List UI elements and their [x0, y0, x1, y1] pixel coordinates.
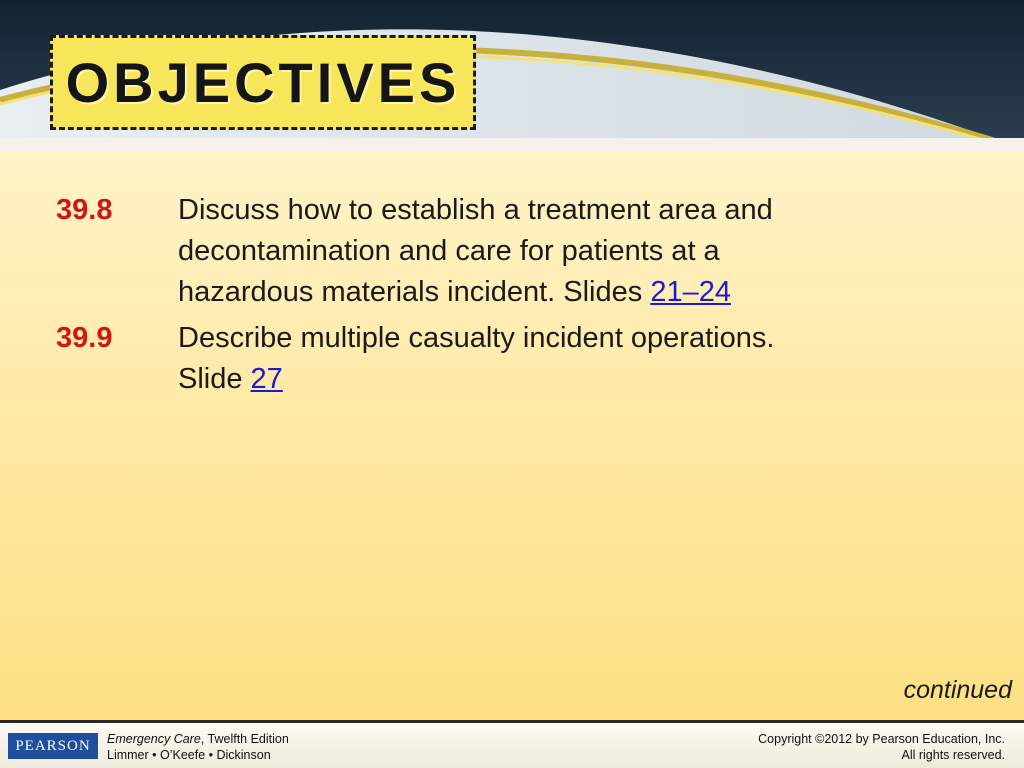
slide-title: OBJECTIVES: [65, 51, 461, 114]
book-authors: Limmer • O’Keefe • Dickinson: [107, 748, 271, 762]
slides-link[interactable]: 21–24: [650, 276, 731, 308]
objective-line-text: Slide: [178, 363, 251, 395]
objective-line: Describe multiple casualty incident operations.: [178, 322, 775, 354]
pearson-logo: PEARSON: [8, 733, 98, 759]
book-title-line: [107, 731, 289, 747]
book-title: Emergency Care: [107, 732, 201, 746]
rights-text: All rights reserved.: [901, 748, 1005, 762]
objective-number: 39.9: [56, 322, 113, 354]
objective-text: [178, 318, 898, 400]
objective-text: [178, 190, 898, 313]
objective-number: 39.8: [56, 194, 113, 226]
title-box: [50, 35, 476, 130]
objective-line: [178, 359, 898, 400]
slide-footer: [0, 720, 1024, 768]
objective-line: decontamination and care for patients at a: [178, 235, 720, 267]
book-edition: , Twelfth Edition: [200, 732, 289, 746]
book-info: [107, 731, 289, 763]
objective-line: Discuss how to establish a treatment area and: [178, 194, 773, 226]
continued-label: continued: [903, 676, 1012, 704]
objective-line-text: hazardous materials incident. Slides: [178, 276, 651, 308]
slide-link[interactable]: 27: [250, 363, 283, 395]
copyright-info: [758, 731, 1005, 763]
slide-content: [0, 152, 1024, 720]
slide-header: [0, 0, 1024, 152]
copyright-text: Copyright ©2012 by Pearson Education, Inc.: [758, 732, 1005, 746]
objective-line: [178, 272, 898, 313]
